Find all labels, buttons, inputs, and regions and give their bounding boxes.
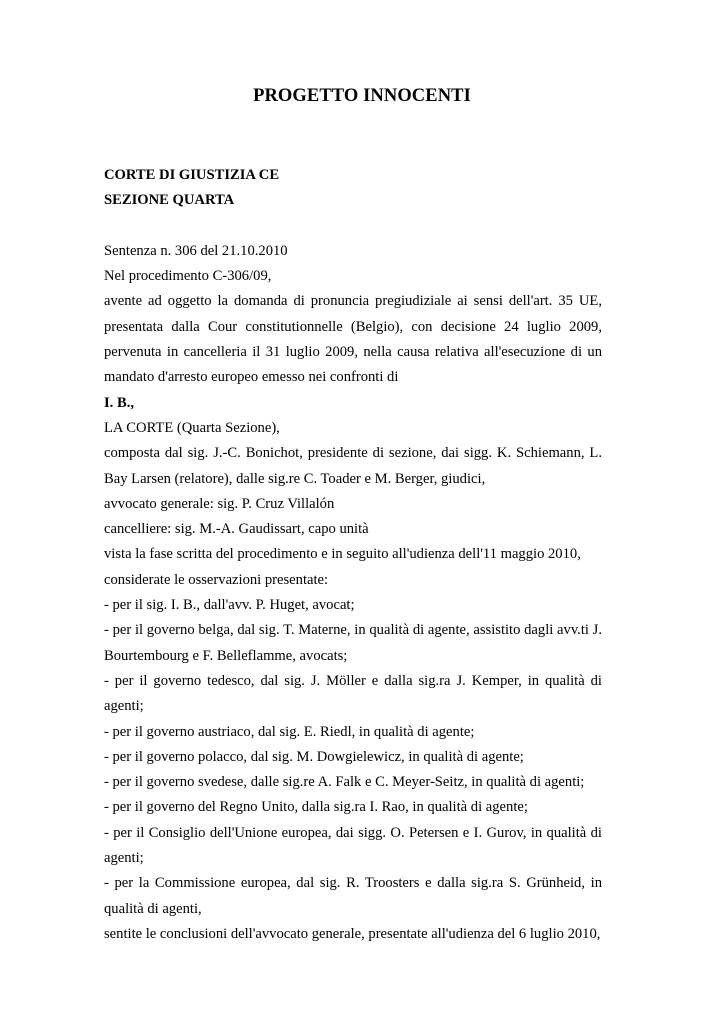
observation-item: - per il governo austriaco, dal sig. E. Riedl, in qualità di agente; — [104, 723, 475, 740]
observation-item: - per il governo belga, dal sig. T. Materne, in qualità di agente, assistito dagli avv.ti J. Bourtembourg e F. Belleflamme, avocats; — [104, 622, 602, 664]
document-title: PROGETTO INNOCENTI — [253, 86, 471, 106]
advocate-general: avvocato generale: sig. P. Cruz Villalón — [104, 495, 335, 512]
subject-paragraph: avente ad oggetto la domanda di pronuncia pregiudiziale ai sensi dell'art. 35 UE, presentata dalla Cour constitutionnelle (Belgio), con decisione 24 luglio 2009, pervenuta in cancelleria il 31 luglio 2009, nella causa relativa all'esecuzione di un mandato d'arresto europeo emesso nei confronti di — [104, 293, 602, 386]
court-composition-heading: LA CORTE (Quarta Sezione), — [104, 419, 280, 436]
observations-heading: considerate le osservazioni presentate: — [104, 571, 329, 588]
observation-item: - per il governo polacco, dal sig. M. Dowgielewicz, in qualità di agente; — [104, 748, 524, 765]
party-name: I. B., — [104, 394, 135, 411]
procedure-number: Nel procedimento C-306/09, — [104, 268, 272, 285]
section-heading: SEZIONE QUARTA — [104, 192, 235, 209]
judges-paragraph: composta dal sig. J.-C. Bonichot, presidente di sezione, dai sigg. K. Schiemann, L. Bay Larsen (relatore), dalle sig.re C. Toader e M. Berger, giudici, — [104, 445, 602, 487]
registrar: cancelliere: sig. M.-A. Gaudissart, capo unità — [104, 521, 369, 538]
procedure-note: vista la fase scritta del procedimento e in seguito all'udienza dell'11 maggio 2010, — [104, 546, 581, 563]
observation-item: - per il governo del Regno Unito, dalla sig.ra I. Rao, in qualità di agente; — [104, 799, 528, 816]
observation-item: - per la Commissione europea, dal sig. R. Troosters e dalla sig.ra S. Grünheid, in qualità di agenti, — [104, 875, 602, 917]
observation-item: - per il governo tedesco, dal sig. J. Möller e dalla sig.ra J. Kemper, in qualità di agenti; — [104, 672, 602, 715]
conclusions-line: sentite le conclusioni dell'avvocato generale, presentate all'udienza del 6 luglio 2010, — [104, 925, 601, 942]
observation-item: - per il governo svedese, dalle sig.re A. Falk e C. Meyer-Seitz, in qualità di agenti; — [104, 774, 585, 791]
spacer — [104, 214, 602, 239]
document-body — [104, 163, 602, 947]
court-heading: CORTE DI GIUSTIZIA CE — [104, 167, 280, 183]
observation-item: - per il sig. I. B., dall'avv. P. Huget, avocat; — [104, 597, 355, 614]
judgment-number: Sentenza n. 306 del 21.10.2010 — [104, 242, 288, 259]
observation-item: - per il Consiglio dell'Unione europea, dai sigg. O. Petersen e I. Gurov, in qualità di agenti; — [104, 824, 602, 867]
